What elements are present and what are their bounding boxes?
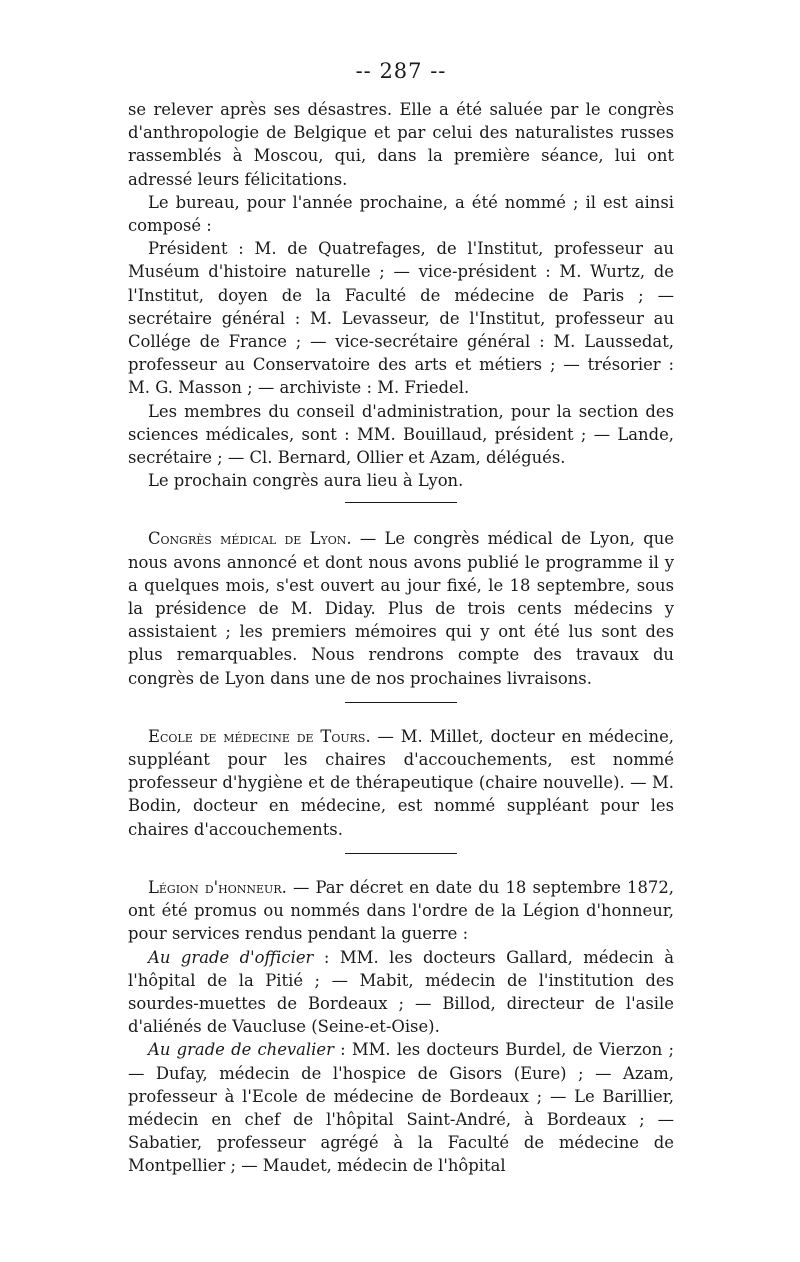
section-text-ecole: — M. Millet, docteur en médecine, suppléant pour les chaires d'accouchements, est nommé professeur d'hygiène et de thérapeutique (chaire nouvelle). — M. Bodin, docteur en médecine, est nommé suppléant pour les chaires d'accouchements.	[128, 726, 674, 839]
section-congres-lyon	[128, 527, 674, 689]
paragraph-bureau: Le bureau, pour l'année prochaine, a été nommé ; il est ainsi composé :	[128, 192, 674, 236]
section-ecole-tours	[128, 725, 674, 841]
grade-officier-label: Au grade d'officier	[148, 947, 314, 967]
page-number: -- 287 --	[355, 59, 447, 83]
grade-officier-text: : MM. les docteurs Gallard, médecin à l'hôpital de la Pitié ; — Mabit, médecin de l'institution des sourdes-muettes de Bordeaux ; — Billod, directeur de l'asile d'aliénés de Vaucluse (Seine-et-Oise).	[128, 947, 674, 1037]
section-heading-legion: Légion d'honneur.	[148, 877, 287, 897]
section-divider	[345, 853, 457, 854]
section-text-congres: — Le congrès médical de Lyon, que nous avons annoncé et dont nous avons publié le programme il y a quelques mois, s'est ouvert au jour fixé, le 18 septembre, sous la présidence de M. Diday. Plus de trois cents médecins y assistaient ; les premiers mémoires qui y ont été lus sont des plus remarquables. Nous rendrons compte des travaux du congrès de Lyon dans une de nos prochaines livraisons.	[128, 529, 675, 688]
paragraph-president: Président : M. de Quatrefages, de l'Institut, professeur au Muséum d'histoire naturelle ; — vice-président : M. Wurtz, de l'Institut, doyen de la Faculté de médecine de Paris ; — secrétaire général : M. Levasseur, de l'Institut, professeur au Collége de France ; — vice-secrétaire général : M. Laussedat, professeur au Conservatoire des arts et métiers ; — trésorier : M. G. Masson ; — archiviste : M. Friedel.	[128, 239, 674, 398]
section-legion-honneur	[128, 876, 674, 946]
section-text-legion-intro: — Par décret en date du 18 septembre 1872, ont été promus ou nommés dans l'ordre de la Légion d'honneur, pour services rendus pendant la guerre :	[128, 877, 674, 944]
grade-chevalier-label: Au grade de chevalier	[148, 1040, 334, 1060]
book-page	[128, 58, 674, 1178]
paragraph-prochain-congres: Le prochain congrès aura lieu à Lyon.	[148, 471, 464, 491]
section-heading-ecole: Ecole de médecine de Tours.	[148, 726, 371, 746]
section-divider	[345, 702, 457, 703]
section-heading-congres: Congrès médical de Lyon.	[148, 529, 352, 549]
paragraph-grade-officier	[128, 946, 674, 1039]
paragraph-continuation: se relever après ses désastres. Elle a été saluée par le congrès d'anthropologie de Belgique et par celui des naturalistes russes rassemblés à Moscou, qui, dans la première séance, lui ont adressé leurs félicitations.	[128, 100, 674, 189]
paragraph-grade-chevalier	[128, 1038, 674, 1177]
grade-chevalier-text: : MM. les docteurs Burdel, de Vierzon ; — Dufay, médecin de l'hospice de Gisors (Eure) ; — Azam, professeur à l'Ecole de médecine de Bordeaux ; — Le Barillier, médecin en chef de l'hôpital Saint-André, à Bordeaux ; — Sabatier, professeur agrégé à la Faculté de médecine de Montpellier ; — Maudet, médecin de l'hôpital	[128, 1040, 674, 1176]
section-divider	[345, 502, 457, 503]
paragraph-conseil: Les membres du conseil d'administration, pour la section des sciences médicales, sont : MM. Bouillaud, président ; — Lande, secrétaire ; — Cl. Bernard, Ollier et Azam, délégués.	[128, 401, 674, 468]
